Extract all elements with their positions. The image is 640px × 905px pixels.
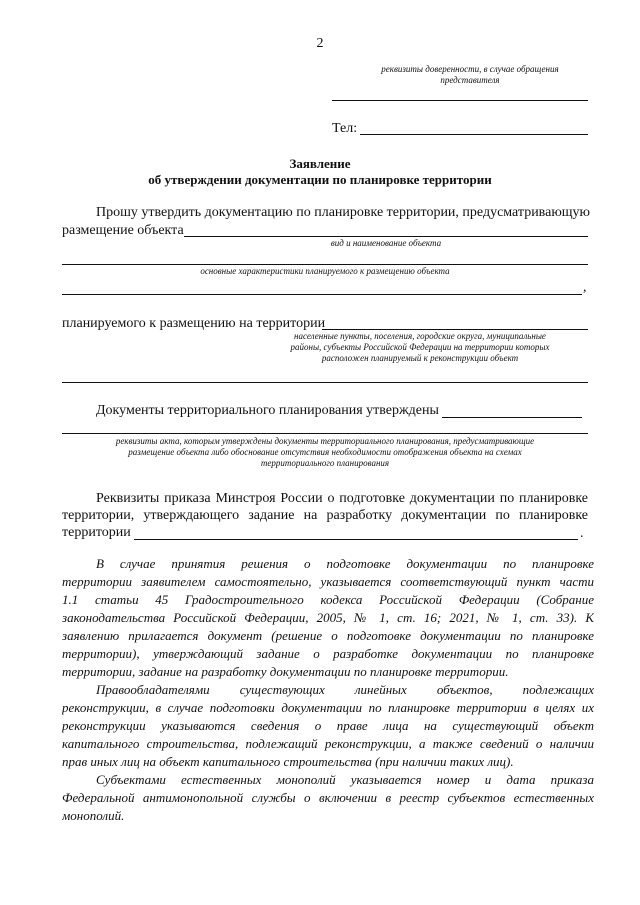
documents-note-line: реквизиты акта, которым утверждены документы территориального планирования, предусматривающие (115, 436, 535, 446)
comma: , (583, 280, 587, 295)
footnote-paragraph-3 (62, 771, 594, 825)
order-line: территории, утверждающего задание на разработку документации по планировке (62, 508, 588, 523)
footnote-line: Субъектами естественных монополий указывается номер и дата приказа (96, 772, 594, 787)
tel-field[interactable] (360, 134, 588, 135)
proxy-details-note (340, 64, 600, 86)
footnote-line: монополий. (62, 808, 125, 823)
tel-label: Тел: (332, 121, 358, 136)
documents-label: Документы территориального планирования утверждены (96, 403, 439, 418)
footnote-line: реконструкции указываются сведения о праве лица на существующий объект (62, 718, 594, 733)
territory-note (250, 331, 590, 364)
object-name-field[interactable] (184, 236, 588, 237)
territory-field-2[interactable] (62, 382, 588, 383)
order-field[interactable] (134, 539, 578, 540)
territory-label: планируемого к размещению на территории (62, 316, 326, 331)
object-characteristics-field-2[interactable] (62, 294, 582, 295)
object-label: размещение объекта (62, 223, 184, 238)
territory-note-line: населенные пункты, поселения, городские округа, муниципальные (294, 331, 546, 341)
documents-note (62, 436, 588, 469)
proxy-note-line: представителя (440, 75, 500, 85)
footnote-line: Федеральной антимонопольной службы о включении в реестр субъектов естественных (62, 790, 594, 805)
documents-note-line: территориального планирования (260, 458, 390, 468)
object-characteristics-note: основные характеристики планируемого к размещению объекта (200, 266, 450, 276)
footnote-line: Правообладателями существующих линейных объектов, подлежащих (96, 682, 594, 697)
documents-field-2[interactable] (62, 433, 588, 434)
documents-field[interactable] (442, 417, 582, 418)
footnote-line: реконструкции, в случае подготовки документации по планировке территории в целях их (62, 700, 594, 715)
proxy-details-field[interactable] (332, 100, 588, 101)
footnote-line: капитального строительства, подлежащий реконструкции, а также сведений о наличии (62, 736, 594, 751)
footnote-line: территории), утверждающий задание о разработке документации по планировке (62, 646, 594, 661)
order-line: Реквизиты приказа Минстроя России о подготовке документации по планировке (96, 491, 588, 506)
order-block (62, 490, 588, 541)
documents-note-line: размещение объекта либо обоснование отсутствия необходимости отображения объекта на схемах (128, 447, 522, 457)
request-line-1: Прошу утвердить документацию по планировке территории, предусматривающую (96, 205, 591, 220)
order-line: территории (62, 525, 131, 540)
footnote-line: 1.1 статьи 45 Градостроительного кодекса Российской Федерации (Собрание (62, 592, 594, 607)
document-subtitle: об утверждении документации по планировке территории (148, 172, 492, 187)
proxy-note-line: реквизиты доверенности, в случае обращения (381, 64, 559, 74)
page-number: 2 (316, 36, 324, 51)
footnote-line: заявлению прилагается документ (решение о подготовке документации по планировке (62, 628, 594, 643)
footnote-line: законодательства Российской Федерации, 2005, № 1, ст. 16; 2021, № 1, ст. 33). К (62, 610, 594, 625)
footnote-line: прав иных лиц на объект капитального строительства (при наличии таких лиц). (62, 754, 514, 769)
territory-field[interactable] (322, 329, 588, 330)
footnote-paragraph-1 (62, 555, 594, 681)
order-end-dot: . (580, 526, 584, 541)
footnote-line: территории, задание на разработку документации по планировке территории. (62, 664, 509, 679)
object-characteristics-field[interactable] (62, 264, 588, 265)
territory-note-line: районы, субъекты Российской Федерации на территории которых (290, 342, 550, 352)
document-title: Заявление (289, 156, 351, 171)
footnote-line: В случае принятия решения о подготовке документации по планировке (96, 556, 594, 571)
footnote-paragraph-2 (62, 681, 594, 771)
territory-note-line: расположен планируемый к реконструкции объект (321, 353, 519, 363)
footnote-line: территории заявителем самостоятельно, указывается соответствующий пункт части (62, 574, 594, 589)
object-name-note: вид и наименование объекта (330, 238, 442, 248)
